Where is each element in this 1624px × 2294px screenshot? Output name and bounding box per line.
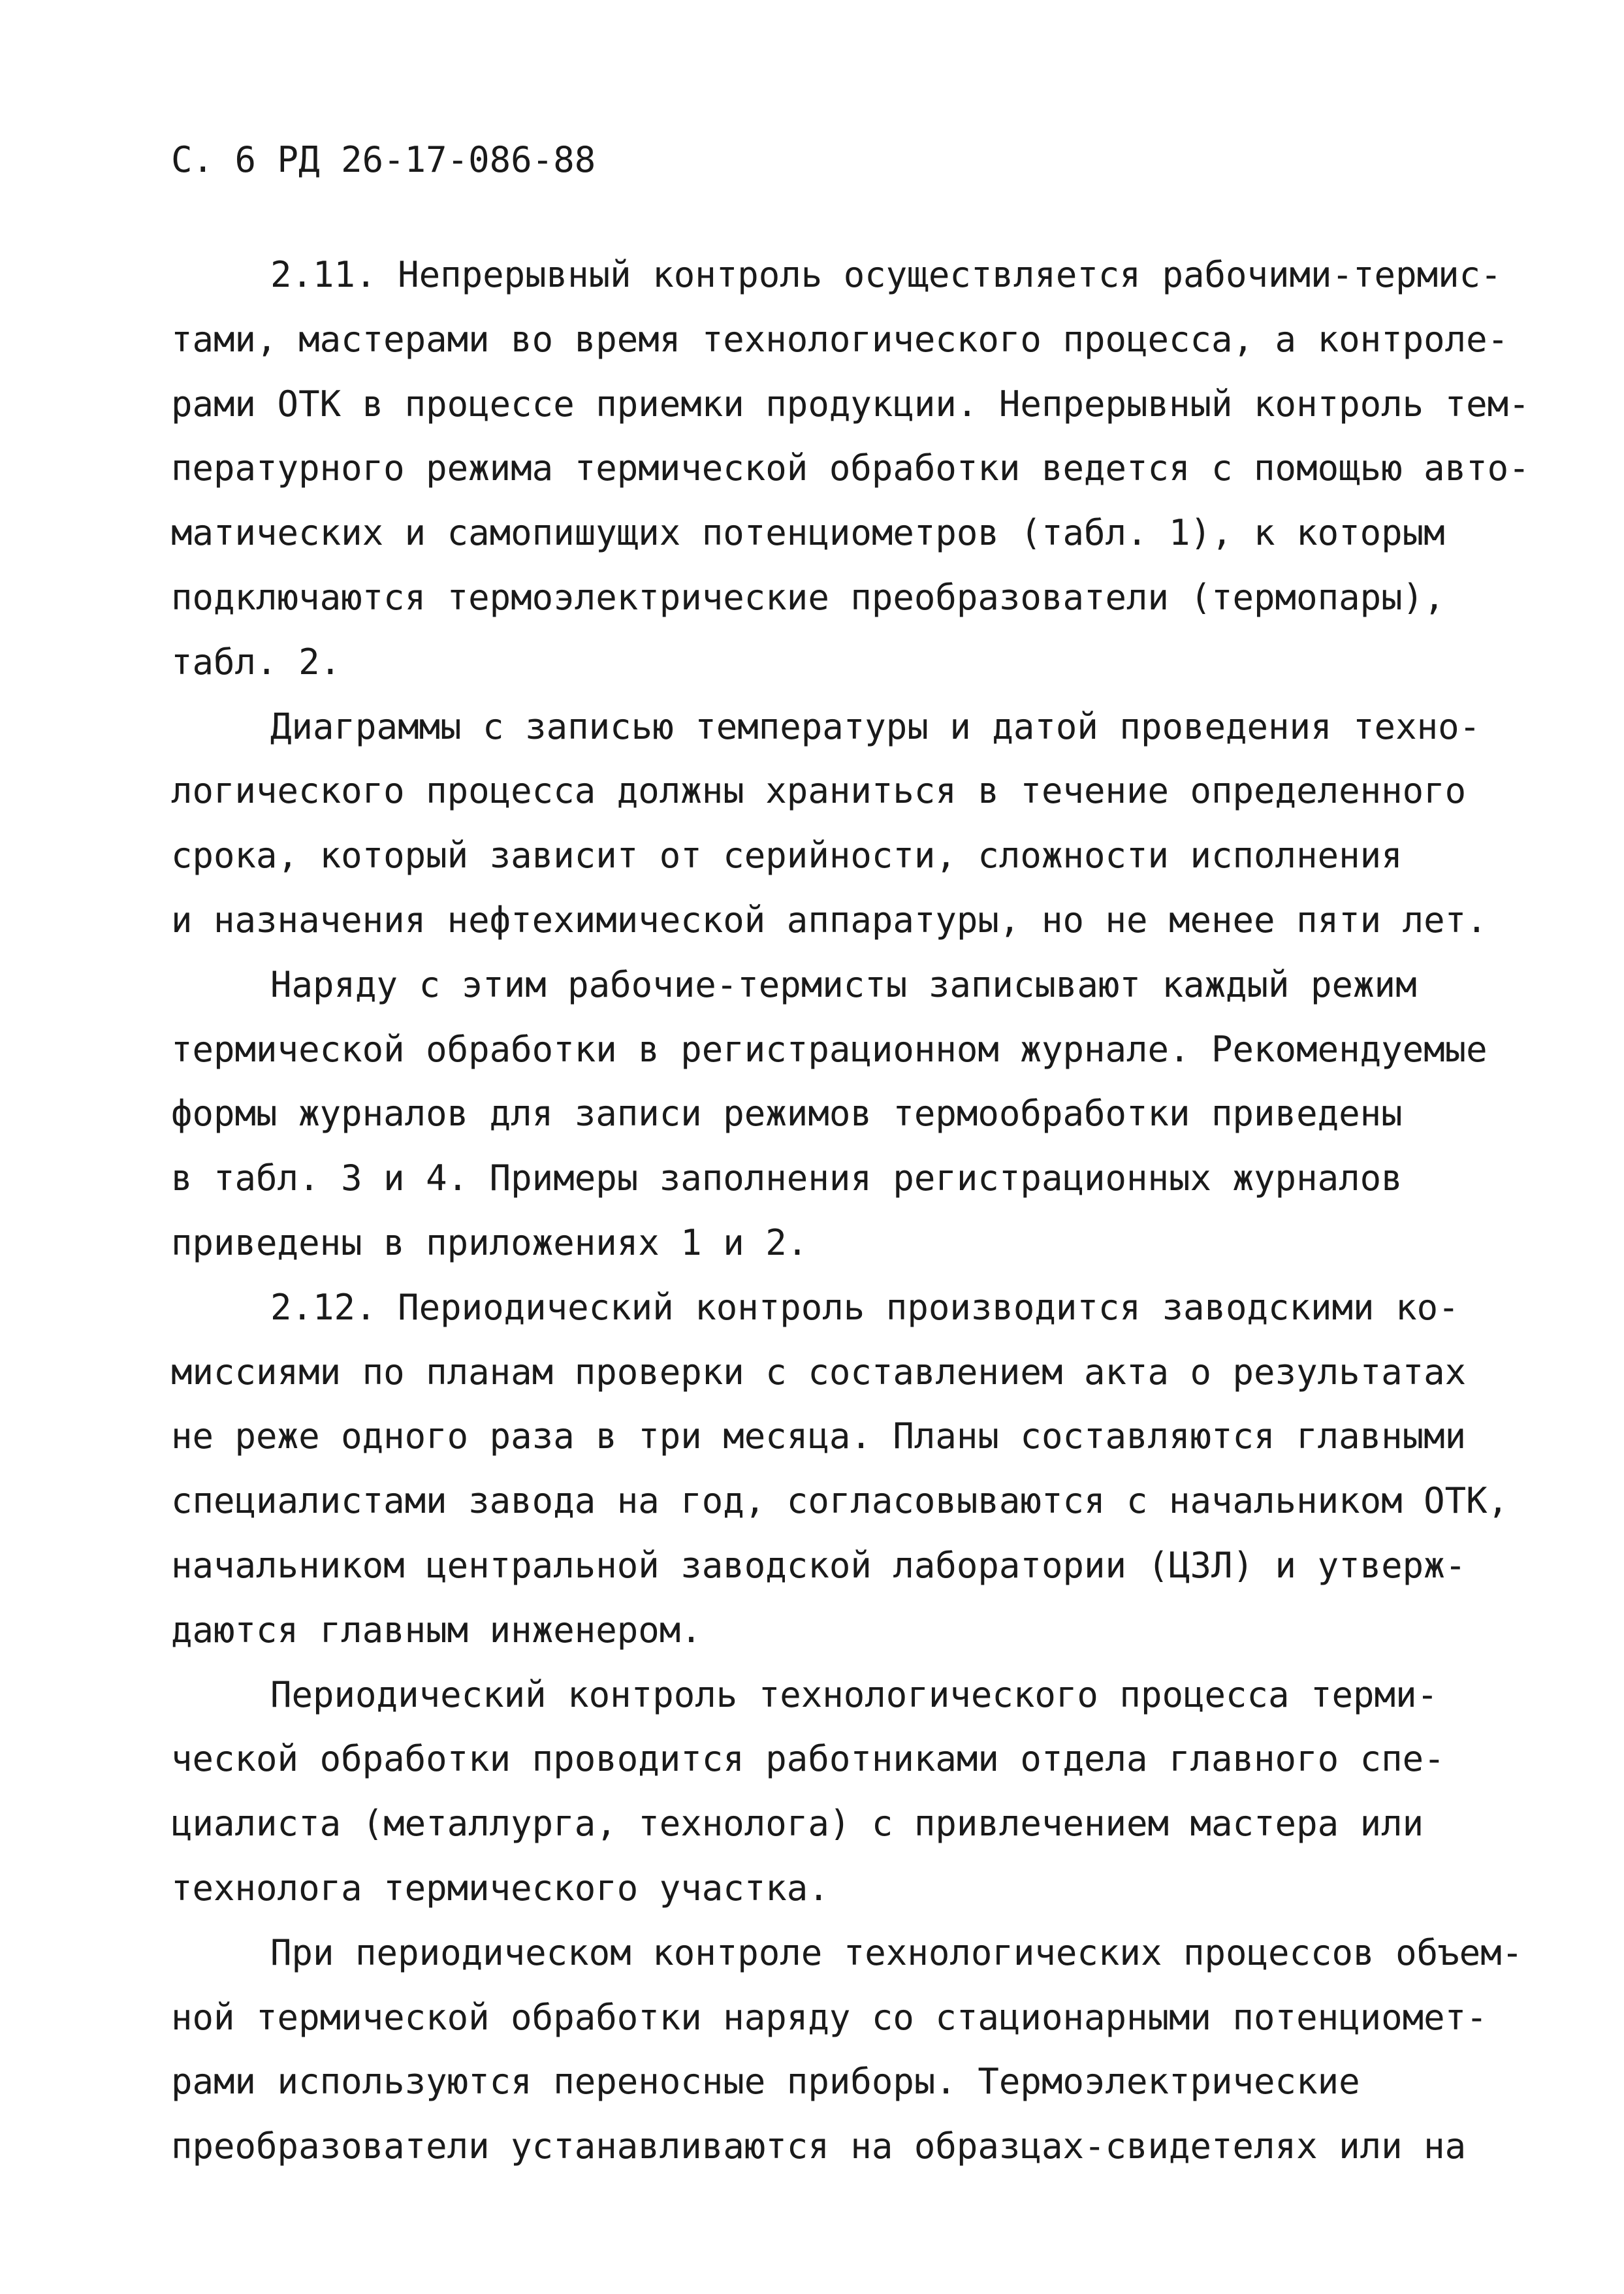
text-line: ной термической обработки наряду со стационарными потенциомет- — [171, 1996, 1488, 2038]
text-line: Диаграммы с записью температуры и датой проведения техно- — [270, 705, 1481, 747]
page-header: С. 6 РД 26-17-086-88 — [171, 139, 596, 180]
text-line: срока, который зависит от серийности, сложности исполнения — [171, 835, 1403, 877]
text-line: рами используются переносные приборы. Термоэлектрические — [171, 2061, 1360, 2103]
text-line: преобразователи устанавливаются на образцах-свидетелях или на — [171, 2125, 1467, 2167]
text-line: формы журналов для записи режимов термообработки приведены — [171, 1093, 1403, 1135]
text-line: 2.12. Периодический контроль производится заводскими ко- — [270, 1286, 1459, 1328]
text-line: и назначения нефтехимической аппаратуры, но не менее пяти лет. — [171, 899, 1488, 941]
text-line: Периодический контроль технологического процесса терми- — [270, 1673, 1439, 1715]
text-line: циалиста (металлурга, технолога) с привлечением мастера или — [171, 1803, 1424, 1845]
text-line: пературного режима термической обработки ведется с помощью авто- — [171, 447, 1530, 489]
text-line: термической обработки в регистрационном журнале. Рекомендуемые — [171, 1028, 1488, 1070]
text-line: Наряду с этим рабочие-термисты записывают каждый режим — [270, 963, 1417, 1005]
text-line: даются главным инженером. — [171, 1609, 702, 1651]
text-line: логического процесса должны храниться в течение определенного — [171, 770, 1467, 812]
text-line: ческой обработки проводится работниками отдела главного спе- — [171, 1738, 1445, 1780]
text-line: 2.11. Непрерывный контроль осуществляется рабочими-термис- — [270, 254, 1502, 295]
text-line: При периодическом контроле технологических процессов объем- — [270, 1931, 1523, 1973]
text-line: начальником центральной заводской лаборатории (ЦЗЛ) и утверж- — [171, 1544, 1467, 1586]
text-line: приведены в приложениях 1 и 2. — [171, 1221, 808, 1263]
text-line: подключаются термоэлектрические преобразователи (термопары), — [171, 576, 1445, 618]
text-line: матических и самопишущих потенциометров (табл. 1), к которым — [171, 512, 1445, 554]
document-body — [171, 243, 1530, 2179]
text-line: в табл. 3 и 4. Примеры заполнения регистрационных журналов — [171, 1157, 1403, 1199]
text-line: табл. 2. — [171, 641, 342, 683]
text-line: специалистами завода на год, согласовываются с начальником ОТК, — [171, 1480, 1509, 1522]
text-line: рами ОТК в процессе приемки продукции. Непрерывный контроль тем- — [171, 383, 1530, 425]
text-line: миссиями по планам проверки с составлением акта о результатах — [171, 1351, 1467, 1393]
text-line: технолога термического участка. — [171, 1867, 829, 1909]
text-line: не реже одного раза в три месяца. Планы составляются главными — [171, 1415, 1467, 1457]
text-line: тами, мастерами во время технологического процесса, а контроле- — [171, 318, 1509, 360]
